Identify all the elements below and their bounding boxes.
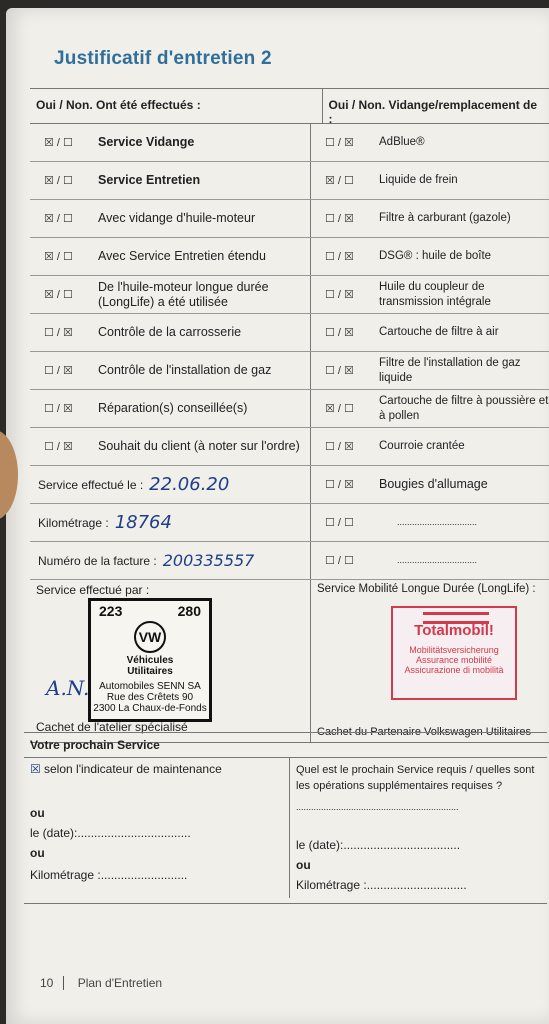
stamp-line: 2300 La Chaux-de-Fonds	[93, 703, 207, 714]
next-service-section	[24, 732, 547, 904]
service-label: De l'huile-moteur longue durée (LongLife) a été utilisée	[98, 279, 269, 309]
item-label: Filtre à carburant (gazole)	[379, 212, 511, 224]
checkbox-pair: ☐ / ☐	[325, 517, 354, 529]
totalmobil-brand: Totalmobil!	[414, 622, 494, 639]
signature: A.N.	[46, 676, 90, 700]
item-label: Cartouche de filtre à poussière et à pollen	[379, 394, 549, 422]
stamp-number-right: 280	[177, 603, 201, 619]
next-question: Quel est le prochain Service requis / quelles sont les opérations supplémentaires requises ?	[296, 764, 535, 792]
checklist-row	[30, 352, 549, 390]
partner-caption: Cachet du Partenaire Volkswagen Utilitaires	[317, 726, 532, 738]
checkbox-pair: ☐ / ☒	[325, 441, 354, 453]
header-right: Oui / Non. Vidange/remplacement de :	[328, 98, 538, 126]
checkbox-pair: ☒ / ☐	[44, 175, 73, 187]
next-option-indicator: selon l'indicateur de maintenance	[44, 762, 222, 776]
blank-line: ................................	[397, 517, 478, 527]
mobility-label: Service Mobilité Longue Durée (LongLife) :	[317, 583, 536, 595]
blank-line: ................................	[397, 555, 478, 565]
maintenance-table	[30, 88, 549, 743]
stamp-line: Mobilitätsversicherung	[409, 645, 499, 655]
service-label: Avec vidange d'huile-moteur	[98, 211, 256, 225]
checklist-row	[30, 162, 549, 200]
invoice-label: Numéro de la facture :	[38, 553, 157, 568]
stamp-line: Automobiles SENN SA	[99, 681, 201, 692]
workshop-caption: Cachet de l'atelier spécialisé	[36, 720, 188, 734]
checkbox-pair: ☒ / ☐	[44, 289, 73, 301]
or-label: ou	[30, 806, 45, 820]
checkbox-pair: ☐ / ☒	[325, 213, 354, 225]
service-label: Avec Service Entretien étendu	[98, 249, 266, 263]
checkbox-pair: ☒ / ☐	[44, 137, 73, 149]
blank-line: .................................................................	[296, 802, 459, 812]
stamp-decoration	[423, 612, 489, 624]
service-date-row	[30, 466, 549, 504]
page-title: Justificatif d'entretien 2	[54, 48, 272, 69]
stamp-line: Véhicules	[126, 655, 174, 666]
checklist-row	[30, 200, 549, 238]
service-label: Service Entretien	[98, 173, 201, 187]
service-by-label: Service effectué par :	[36, 583, 150, 597]
service-label: Souhait du client (à noter sur l'ordre)	[98, 439, 300, 453]
checkbox-pair: ☐ / ☒	[44, 441, 73, 453]
checklist-row	[30, 314, 549, 352]
checklist-row	[30, 390, 549, 428]
service-label: Service Vidange	[98, 135, 195, 149]
stamp-area	[30, 580, 549, 743]
item-label: Filtre de l'installation de gaz liquide	[379, 356, 521, 384]
next-date: le (date):..................................	[30, 826, 191, 840]
checkbox-pair: ☒ / ☐	[325, 175, 354, 187]
page-footer	[40, 976, 162, 990]
checkbox-pair: ☐ / ☐	[325, 555, 354, 567]
next-km: Kilométrage :..........................	[30, 868, 188, 882]
item-label: Courroie crantée	[379, 440, 465, 452]
workshop-stamp	[88, 598, 212, 722]
or-label: ou	[296, 858, 311, 872]
checklist-row	[30, 276, 549, 314]
item-label: Huile du coupleur de transmission intégrale	[379, 280, 491, 308]
checkbox-pair: ☐ / ☒	[44, 403, 73, 415]
checkbox-pair: ☒ / ☐	[44, 251, 73, 263]
checklist-row	[30, 124, 549, 162]
checkbox-pair: ☒ / ☐	[44, 213, 73, 225]
mileage-row	[30, 504, 549, 542]
or-label: ou	[30, 846, 45, 860]
next-check: ☒	[30, 762, 41, 776]
checklist-row	[30, 238, 549, 276]
checkbox-pair: ☐ / ☒	[44, 327, 73, 339]
checkbox-pair: ☐ / ☒	[44, 365, 73, 377]
item-label: Cartouche de filtre à air	[379, 326, 499, 338]
next-right-date: le (date):...................................	[296, 838, 461, 852]
vw-logo: VW	[134, 621, 166, 653]
service-label: Contrôle de l'installation de gaz	[98, 363, 272, 377]
invoice-row	[30, 542, 549, 580]
next-right-km: Kilométrage :..............................	[296, 878, 467, 892]
stamp-line: Assicurazione di mobilità	[404, 665, 504, 675]
document-page	[6, 8, 549, 1024]
checkbox-pair: ☐ / ☒	[325, 365, 354, 377]
footer-section: Plan d'Entretien	[77, 976, 163, 990]
item-label: AdBlue®	[379, 136, 425, 148]
checkbox-pair: ☐ / ☒	[325, 137, 354, 149]
checkbox-pair: ☐ / ☒	[325, 289, 354, 301]
invoice-value: 200335557	[162, 551, 255, 570]
checkbox-pair: ☒ / ☐	[325, 403, 354, 415]
item-label: Liquide de frein	[379, 174, 458, 186]
checkbox-pair: ☐ / ☒	[325, 251, 354, 263]
checkbox-pair: ☐ / ☒	[325, 479, 354, 491]
service-date-label: Service effectué le :	[38, 477, 144, 492]
checkbox-pair: ☐ / ☒	[325, 327, 354, 339]
next-service-heading: Votre prochain Service	[24, 733, 547, 758]
item-label: Bougies d'allumage	[379, 477, 488, 491]
totalmobil-stamp	[391, 606, 517, 700]
service-label: Réparation(s) conseillée(s)	[98, 401, 248, 415]
page-number: 10	[40, 976, 64, 990]
table-header	[30, 89, 549, 124]
stamp-line: Utilitaires	[127, 666, 173, 677]
service-date-value: 22.06.20	[149, 474, 230, 495]
mileage-value: 18764	[114, 512, 172, 533]
stamp-number-left: 223	[99, 603, 123, 619]
stamp-line: Assurance mobilité	[415, 655, 493, 665]
header-left: Oui / Non. Ont été effectués :	[30, 89, 323, 123]
mileage-label: Kilométrage :	[38, 515, 109, 530]
checklist-row	[30, 428, 549, 466]
service-label: Contrôle de la carrosserie	[98, 325, 242, 339]
item-label: DSG® : huile de boîte	[379, 250, 492, 262]
stamp-line: Rue des Crêtets 90	[106, 692, 194, 703]
